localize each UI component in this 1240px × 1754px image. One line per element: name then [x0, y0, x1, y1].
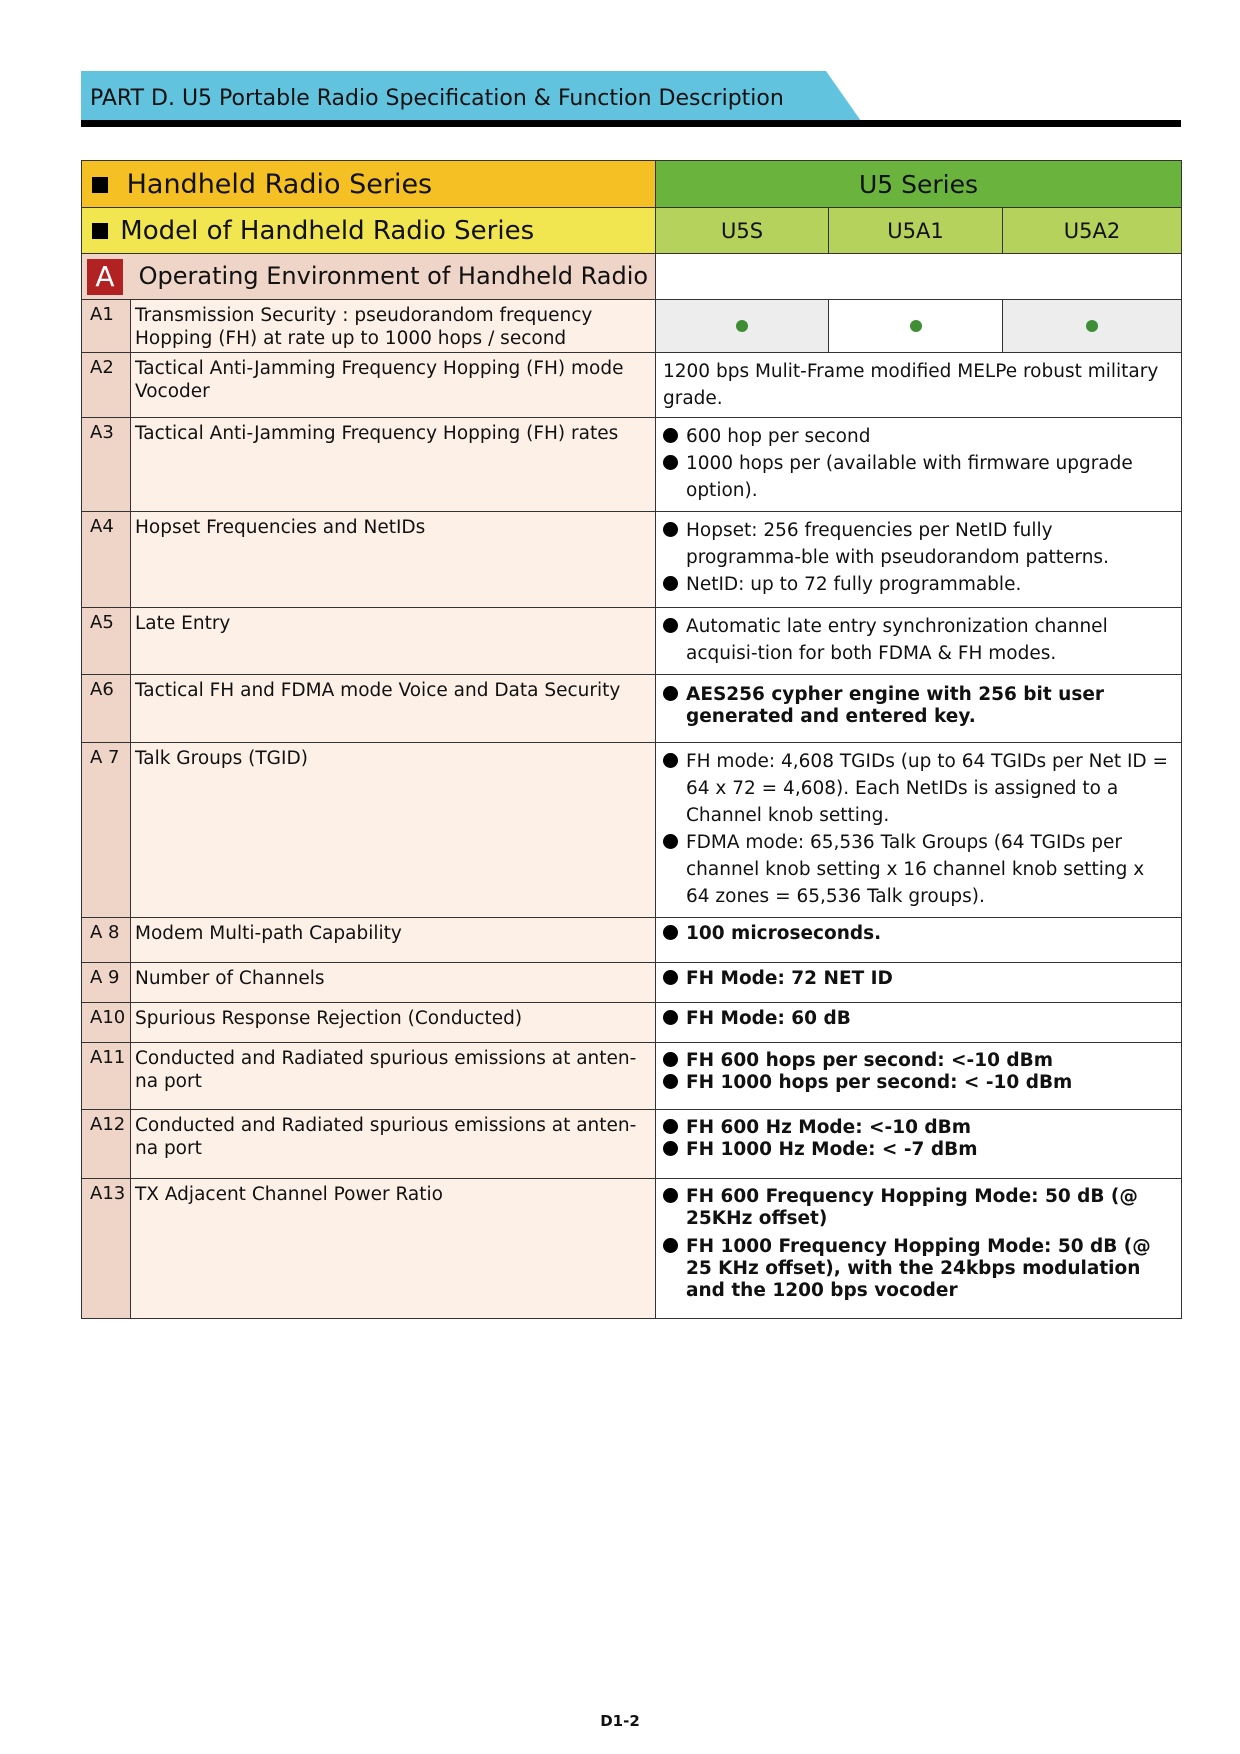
- row-id: A10: [82, 1003, 131, 1043]
- model-header-row: [82, 208, 1182, 254]
- bullet-icon: [663, 1188, 678, 1203]
- row-id: A2: [82, 353, 131, 418]
- list-item: 1000 hops per (available with firmware upgrade option).: [663, 450, 1173, 504]
- row-value: [656, 1110, 1182, 1179]
- row-id: A11: [82, 1043, 131, 1110]
- table-row: [82, 918, 1182, 963]
- list-item: FH Mode: 60 dB: [663, 1008, 1173, 1030]
- u5a1-support-cell: [829, 300, 1003, 353]
- bullet-icon: [663, 834, 678, 849]
- series-value: U5 Series: [656, 161, 1182, 208]
- table-row: [82, 1179, 1182, 1319]
- row-name: Spurious Response Rejection (Conducted): [131, 1003, 656, 1043]
- supported-dot-icon: [1086, 320, 1098, 332]
- row-name: Tactical Anti-Jamming Frequency Hopping (FH) mode Vocoder: [131, 353, 656, 418]
- row-id: A 8: [82, 918, 131, 963]
- section-header-row: [82, 254, 1182, 300]
- bullet-icon: [663, 925, 678, 940]
- list-item: FH mode: 4,608 TGIDs (up to 64 TGIDs per Net ID = 64 x 72 = 4,608). Each NetIDs is assigned to a Channel knob setting.: [663, 748, 1173, 829]
- row-id: A 7: [82, 743, 131, 918]
- row-id: A12: [82, 1110, 131, 1179]
- section-blank-cell: [656, 254, 1182, 300]
- list-item: AES256 cypher engine with 256 bit user generated and entered key.: [663, 684, 1173, 728]
- series-label-cell: [82, 161, 656, 208]
- table-row: [82, 512, 1182, 608]
- bullet-icon: [663, 970, 678, 985]
- row-value: [656, 1179, 1182, 1319]
- page-title: PART D. U5 Portable Radio Specification & Function Description: [90, 86, 784, 111]
- table-row: [82, 1043, 1182, 1110]
- row-value: [656, 963, 1182, 1003]
- row-id: A13: [82, 1179, 131, 1319]
- row-name: Talk Groups (TGID): [131, 743, 656, 918]
- row-value: [656, 418, 1182, 512]
- model-label: Model of Handheld Radio Series: [120, 215, 535, 246]
- section-title-cell: [82, 254, 656, 300]
- row-name: TX Adjacent Channel Power Ratio: [131, 1179, 656, 1319]
- supported-dot-icon: [736, 320, 748, 332]
- list-item: Hopset: 256 frequencies per NetID fully programma-ble with pseudorandom patterns.: [663, 517, 1173, 571]
- bullet-icon: [663, 1074, 678, 1089]
- table-row: [82, 1110, 1182, 1179]
- bullet-icon: [663, 455, 678, 470]
- supported-dot-icon: [910, 320, 922, 332]
- row-name: Late Entry: [131, 608, 656, 675]
- table-row: [82, 675, 1182, 743]
- bullet-icon: [663, 1238, 678, 1253]
- row-value: [656, 918, 1182, 963]
- row-name: Modem Multi-path Capability: [131, 918, 656, 963]
- bullet-icon: [663, 1141, 678, 1156]
- list-item: FH 600 Hz Mode: <-10 dBm: [663, 1117, 1173, 1139]
- section-title: Operating Environment of Handheld Radio: [138, 261, 649, 290]
- row-id: A3: [82, 418, 131, 512]
- list-item: FH 600 Frequency Hopping Mode: 50 dB (@ 25KHz offset): [663, 1186, 1173, 1230]
- table-row: [82, 743, 1182, 918]
- row-name: Tactical FH and FDMA mode Voice and Data Security: [131, 675, 656, 743]
- row-id: A4: [82, 512, 131, 608]
- model-label-cell: [82, 208, 656, 254]
- row-value: 1200 bps Mulit-Frame modified MELPe robust military grade.: [656, 353, 1182, 418]
- bullet-icon: [663, 618, 678, 633]
- bullet-icon: [663, 753, 678, 768]
- list-item: NetID: up to 72 fully programmable.: [663, 571, 1173, 598]
- model-u5s: U5S: [656, 208, 829, 254]
- list-item: Automatic late entry synchronization channel acquisi-tion for both FDMA & FH modes.: [663, 613, 1173, 667]
- row-id: A1: [82, 300, 131, 353]
- list-item: FH 1000 hops per second: < -10 dBm: [663, 1072, 1173, 1094]
- list-item: FH 1000 Hz Mode: < -7 dBm: [663, 1139, 1173, 1161]
- row-value: [656, 512, 1182, 608]
- model-u5a2: U5A2: [1003, 208, 1182, 254]
- list-item: 600 hop per second: [663, 423, 1173, 450]
- row-id: A5: [82, 608, 131, 675]
- row-value: [656, 743, 1182, 918]
- bullet-icon: [663, 686, 678, 701]
- row-value: [656, 675, 1182, 743]
- list-item: FH 1000 Frequency Hopping Mode: 50 dB (@ 25 KHz offset), with the 24kbps modulation and the 1200 bps vocoder: [663, 1236, 1173, 1302]
- u5s-support-cell: [656, 300, 829, 353]
- list-item: FDMA mode: 65,536 Talk Groups (64 TGIDs per channel knob setting x 16 channel knob setting x 64 zones = 65,536 Talk groups).: [663, 829, 1173, 910]
- square-bullet-icon: [92, 177, 108, 193]
- row-name: Hopset Frequencies and NetIDs: [131, 512, 656, 608]
- row-value: [656, 1003, 1182, 1043]
- row-name: Number of Channels: [131, 963, 656, 1003]
- bullet-icon: [663, 1010, 678, 1025]
- row-name: Transmission Security : pseudorandom frequency Hopping (FH) at rate up to 1000 hops / second: [131, 300, 656, 353]
- row-name: Tactical Anti-Jamming Frequency Hopping (FH) rates: [131, 418, 656, 512]
- row-value: [656, 608, 1182, 675]
- table-row: [82, 418, 1182, 512]
- table-row: [82, 1003, 1182, 1043]
- table-row: [82, 608, 1182, 675]
- list-item: FH Mode: 72 NET ID: [663, 968, 1173, 990]
- list-item: FH 600 hops per second: <-10 dBm: [663, 1050, 1173, 1072]
- row-name: Conducted and Radiated spurious emissions at anten-na port: [131, 1043, 656, 1110]
- series-header-row: [82, 161, 1182, 208]
- bullet-icon: [663, 1119, 678, 1134]
- row-value: [656, 1043, 1182, 1110]
- u5a2-support-cell: [1003, 300, 1182, 353]
- section-badge: A: [87, 259, 123, 295]
- bullet-icon: [663, 1052, 678, 1067]
- page-number: D1-2: [600, 1712, 640, 1730]
- row-id: A 9: [82, 963, 131, 1003]
- row-id: A6: [82, 675, 131, 743]
- spec-table: [81, 160, 1182, 1319]
- model-u5a1: U5A1: [829, 208, 1003, 254]
- bullet-icon: [663, 428, 678, 443]
- bullet-icon: [663, 576, 678, 591]
- table-row: [82, 300, 1182, 353]
- series-label: Handheld Radio Series: [126, 168, 433, 200]
- square-bullet-icon: [92, 223, 108, 239]
- row-name: Conducted and Radiated spurious emissions at anten-na port: [131, 1110, 656, 1179]
- list-item: 100 microseconds.: [663, 923, 1173, 945]
- table-row: [82, 963, 1182, 1003]
- bullet-icon: [663, 522, 678, 537]
- header-rule: [81, 120, 1181, 127]
- table-row: [82, 353, 1182, 418]
